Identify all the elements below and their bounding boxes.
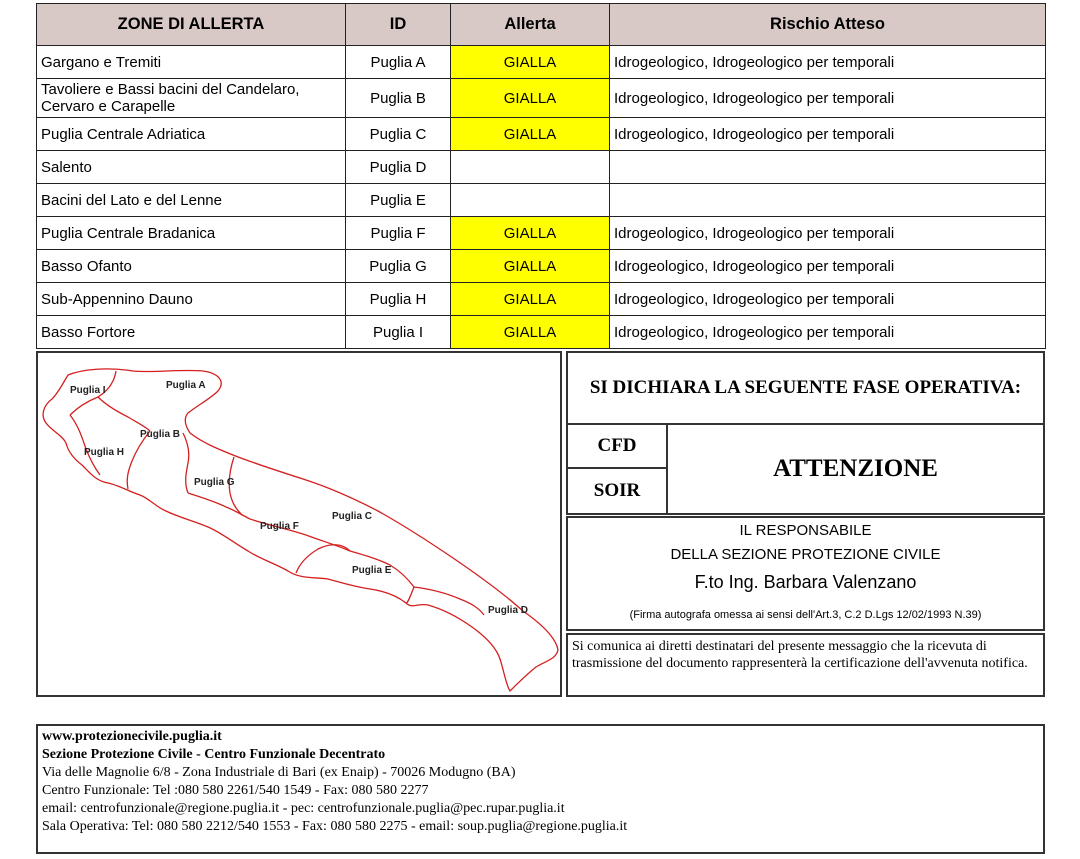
table-row (37, 118, 1046, 151)
map-label-puglia-a: Puglia A (166, 380, 206, 391)
notification-notice: Si comunica ai diretti destinatari del presente messaggio che la ricevuta di trasmissione del documento rappresenterà la certificazione dell'avvenuta notifica. (566, 633, 1045, 697)
zone-border-e-d (406, 587, 414, 603)
column-header-allerta: Allerta (451, 4, 610, 46)
table-row (37, 250, 1046, 283)
table-row (37, 184, 1046, 217)
responsible-section: DELLA SEZIONE PROTEZIONE CIVILE (670, 546, 941, 563)
footer-section: Sezione Protezione Civile - Centro Funzionale Decentrato (42, 747, 386, 762)
footer-address: Via delle Magnolie 6/8 - Zona Industriale di Bari (ex Enaip) - 70026 Modugno (BA) (42, 765, 516, 780)
allerta-cell: GIALLA (451, 217, 610, 250)
map-label-puglia-f: Puglia F (260, 521, 299, 532)
operational-phase-value: ATTENZIONE (773, 455, 938, 482)
puglia-map-svg (38, 353, 560, 695)
zone-border-h (70, 415, 100, 475)
table-row (37, 151, 1046, 184)
zone-border-f-e (296, 545, 350, 573)
zone-border-g-f (188, 493, 250, 519)
allerta-cell (451, 151, 610, 184)
operational-phase-title: SI DICHIARA LA SEGUENTE FASE OPERATIVA: (568, 353, 1043, 425)
rischio-cell (610, 184, 1046, 217)
rischio-cell: Idrogeologico, Idrogeologico per temporali (610, 250, 1046, 283)
zone-cell: Puglia Centrale Adriatica (37, 118, 346, 151)
allerta-cell: GIALLA (451, 79, 610, 118)
alert-zones-table (36, 3, 1046, 349)
map-label-puglia-c: Puglia C (332, 511, 373, 522)
map-label-puglia-d: Puglia D (488, 605, 529, 616)
zone-cell: Salento (37, 151, 346, 184)
allerta-cell: GIALLA (451, 250, 610, 283)
rischio-cell (610, 151, 1046, 184)
responsible-panel (566, 516, 1045, 631)
table-header-row (37, 4, 1046, 46)
allerta-cell: GIALLA (451, 46, 610, 79)
allerta-cell (451, 184, 610, 217)
table-row (37, 283, 1046, 316)
zone-border-c-d (414, 587, 484, 615)
rischio-cell: Idrogeologico, Idrogeologico per temporali (610, 217, 1046, 250)
footer-website: www.protezionecivile.puglia.it (42, 729, 222, 744)
zone-cell: Tavoliere e Bassi bacini del Candelaro, Cervaro e Carapelle (37, 79, 346, 118)
id-cell: Puglia D (346, 151, 451, 184)
id-cell: Puglia E (346, 184, 451, 217)
id-cell: Puglia B (346, 79, 451, 118)
signature-note: (Firma autografa omessa ai sensi dell'Art.3, C.2 D.Lgs 12/02/1993 N.39) (629, 609, 982, 621)
table-row (37, 316, 1046, 349)
zone-border-b-g (183, 433, 189, 493)
column-header-rischio: Rischio Atteso (610, 4, 1046, 46)
zone-cell: Basso Fortore (37, 316, 346, 349)
zone-cell: Sub-Appennino Dauno (37, 283, 346, 316)
table-row (37, 46, 1046, 79)
rischio-cell: Idrogeologico, Idrogeologico per temporali (610, 79, 1046, 118)
column-header-zone: ZONE DI ALLERTA (37, 4, 346, 46)
allerta-cell: GIALLA (451, 283, 610, 316)
id-cell: Puglia C (346, 118, 451, 151)
responsible-title: IL RESPONSABILE (739, 522, 872, 539)
id-cell: Puglia A (346, 46, 451, 79)
rischio-cell: Idrogeologico, Idrogeologico per temporali (610, 46, 1046, 79)
rischio-cell: Idrogeologico, Idrogeologico per temporali (610, 118, 1046, 151)
footer-sala-operativa: Sala Operativa: Tel: 080 580 2212/540 1553 - Fax: 080 580 2275 - email: soup.puglia@regione.puglia.it (42, 819, 628, 834)
id-cell: Puglia H (346, 283, 451, 316)
zone-cell: Gargano e Tremiti (37, 46, 346, 79)
allerta-cell: GIALLA (451, 118, 610, 151)
footer-email: email: centrofunzionale@regione.puglia.it - pec: centrofunzionale.puglia@pec.rupar.puglia.it (42, 801, 565, 816)
rischio-cell: Idrogeologico, Idrogeologico per temporali (610, 316, 1046, 349)
alert-zones-map (36, 351, 562, 697)
operational-phase-panel (566, 351, 1045, 515)
table-row (37, 217, 1046, 250)
map-label-puglia-e: Puglia E (352, 565, 392, 576)
footer-centro-funzionale: Centro Funzionale: Tel :080 580 2261/540 1549 - Fax: 080 580 2277 (42, 783, 429, 798)
zone-cell: Bacini del Lato e del Lenne (37, 184, 346, 217)
column-header-id: ID (346, 4, 451, 46)
zone-cell: Basso Ofanto (37, 250, 346, 283)
cfd-label: CFD (568, 425, 668, 469)
region-outline (43, 369, 558, 691)
map-label-puglia-h: Puglia H (84, 447, 125, 458)
soir-label: SOIR (568, 469, 668, 513)
id-cell: Puglia I (346, 316, 451, 349)
responsible-name: F.to Ing. Barbara Valenzano (694, 572, 917, 592)
id-cell: Puglia F (346, 217, 451, 250)
contact-footer (36, 724, 1045, 854)
rischio-cell: Idrogeologico, Idrogeologico per temporali (610, 283, 1046, 316)
allerta-cell: GIALLA (451, 316, 610, 349)
table-row (37, 79, 1046, 118)
map-label-puglia-g: Puglia G (194, 477, 235, 488)
map-label-puglia-b: Puglia B (140, 429, 181, 440)
id-cell: Puglia G (346, 250, 451, 283)
map-label-puglia-i: Puglia I (70, 385, 106, 396)
zone-border-i-b (98, 397, 150, 431)
zone-cell: Puglia Centrale Bradanica (37, 217, 346, 250)
